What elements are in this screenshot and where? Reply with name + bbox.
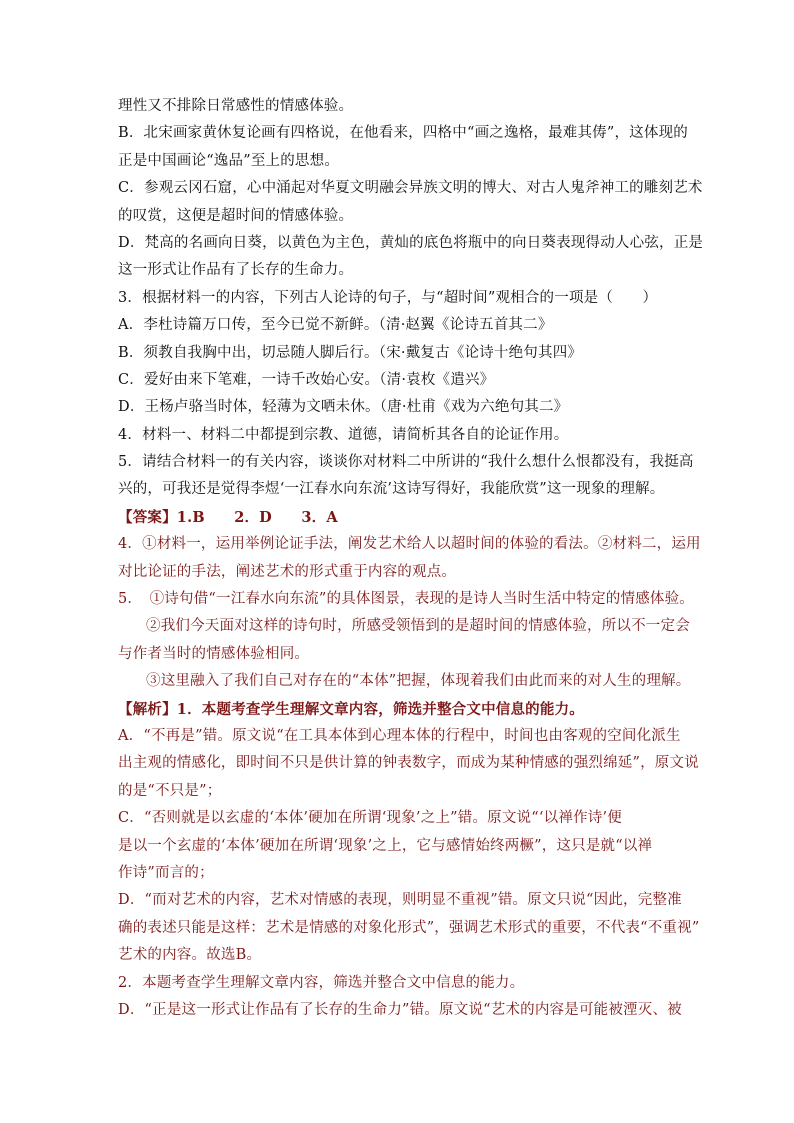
text-line: 出主观的情感化，即时间不只是供计算的钟表数字，而成为某种情感的强烈绵延”，原文说 [118, 755, 699, 772]
text-line: ②我们今天面对这样的诗句时，所感受领悟到的是超时间的情感体验，所以不一定会 [146, 618, 690, 635]
text-line: 正是中国画论“逸品”至上的思想。 [118, 152, 340, 169]
text-line: B．须教自我胸中出，切忌随人脚后行。（宋·戴复古《论诗十绝句其四》 [118, 344, 583, 361]
text-line: 确的表述只能是这样：艺术是情感的对象化形式”，强调艺术形式的重要，不代表“不重视” [118, 919, 700, 936]
text-line: D．王杨卢骆当时体，轻薄为文哂未休。（唐·杜甫《戏为六绝句其二》 [118, 399, 569, 416]
text-line: 4．①材料一，运用举例论证手法，阐发艺术给人以超时间的体验的看法。②材料二，运用 [118, 536, 701, 553]
text-line: D．梵高的名画向日葵，以黄色为主色，黄灿的底色将瓶中的向日葵表现得动人心弦，正是 [118, 234, 704, 251]
text-line: 3．根据材料一的内容，下列古人论诗的句子，与“超时间”观相合的一项是（ ） [118, 289, 658, 306]
text-line: A．“不再是”错。原文说“在工具本体到心理本体的行程中，时间也由客观的空间化派生 [118, 727, 681, 744]
text-line: 5． ①诗句借“一江春水向东流”的具体图景，表现的是诗人当时生活中特定的情感体验。 [118, 591, 694, 608]
text-line: C．参观云冈石窟，心中涌起对华夏文明融会异族文明的博大、对古人鬼斧神工的雕刻艺术 [118, 180, 703, 197]
text-line: 的叹赏，这便是超时间的情感体验。 [118, 207, 354, 224]
text-line: 是以一个玄虚的‘本体’硬加在所谓‘现象’之上，它与感情始终两橛”，这只是就“以禅 [118, 837, 653, 854]
text-line: 【解析】1．本题考查学生理解文章内容，筛选并整合文中信息的能力。 [118, 700, 584, 718]
text-line: ③这里融入了我们自己对存在的“本体”把握，体现着我们由此而来的对人生的理解。 [146, 673, 691, 690]
text-line: B．北宋画家黄休复论画有四格说，在他看来，四格中“画之逸格，最难其俦”，这体现的 [118, 125, 688, 142]
text-line: C．“否则就是以玄虚的‘本体’硬加在所谓‘现象’之上”错。原文说“‘以禅作诗’便 [118, 810, 622, 827]
text-line: 兴的，可我还是觉得李煜‘一江春水向东流’这诗写得好，我能欣赏”这一现象的理解。 [118, 481, 665, 498]
text-line: 5．请结合材料一的有关内容，谈谈你对材料二中所讲的“我什么想什么恨都没有，我挺高 [118, 454, 694, 471]
text-line: 作诗”而言的； [118, 864, 214, 881]
text-line: C．爱好由来下笔难，一诗千改始心安。（清·袁枚《遣兴》 [118, 371, 495, 388]
text-line: 这一形式让作品有了长存的生命力。 [118, 262, 354, 279]
text-line: 的是“不只是”； [118, 782, 222, 799]
text-line: 理性又不排除日常感性的情感体验。 [118, 98, 354, 114]
text-line: 【答案】1.B 2．D 3．A [118, 508, 338, 526]
text-line: D．“正是这一形式让作品有了长存的生命力”错。原文说“艺术的内容是可能被湮灭、被 [118, 1001, 682, 1018]
text-line: 对比论证的手法，阐述艺术的形式重于内容的观点。 [118, 563, 457, 580]
text-line: 艺术的内容。故选B。 [118, 947, 262, 964]
text-line: A．李杜诗篇万口传，至今已觉不新鲜。（清·赵翼《论诗五首其二》 [118, 317, 553, 334]
text-line: 4．材料一、材料二中都提到宗教、道德，请简析其各自的论证作用。 [118, 426, 569, 443]
text-line: 与作者当时的情感体验相同。 [118, 645, 310, 662]
text-line: D．“而对艺术的内容，艺术对情感的表现，则明显不重视”错。原文只说“因此，完整准 [118, 892, 682, 909]
text-line: 2．本题考查学生理解文章内容，筛选并整合文中信息的能力。 [118, 974, 525, 991]
